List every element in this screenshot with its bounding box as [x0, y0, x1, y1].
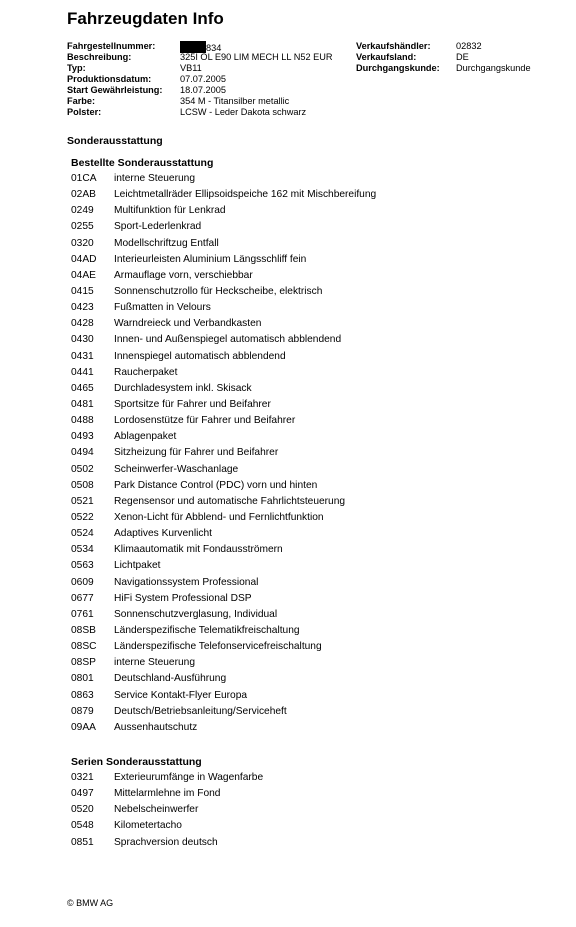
- option-row: [71, 591, 551, 607]
- series-options-title: Serien Sonderausstattung: [71, 756, 202, 768]
- option-code: 0801: [71, 673, 94, 685]
- info-value: VB11: [180, 63, 202, 73]
- option-description: Sitzheizung für Fahrer und Beifahrer: [114, 447, 279, 459]
- option-row: [71, 802, 551, 818]
- option-code: 0677: [71, 592, 94, 604]
- option-code: 0520: [71, 804, 94, 816]
- option-row: [71, 349, 551, 365]
- option-row: [71, 381, 551, 397]
- option-description: Raucherpaket: [114, 366, 178, 378]
- option-row: [71, 655, 551, 671]
- option-description: Mittelarmlehne im Fond: [114, 788, 221, 800]
- info-value: LCSW - Leder Dakota schwarz: [180, 107, 307, 117]
- option-description: Durchladesystem inkl. Skisack: [114, 382, 252, 394]
- option-description: Leichtmetallräder Ellipsoidspeiche 162 mit Mischbereifung: [114, 189, 377, 201]
- info-row: [67, 41, 557, 52]
- option-description: Modellschriftzug Entfall: [114, 237, 219, 249]
- option-row: [71, 219, 551, 235]
- option-code: 09AA: [71, 721, 96, 733]
- option-code: 0502: [71, 463, 94, 475]
- option-code: 0321: [71, 772, 94, 783]
- option-description: HiFi System Professional DSP: [114, 592, 252, 604]
- option-code: 0609: [71, 576, 94, 588]
- option-description: Sprachversion deutsch: [114, 836, 218, 848]
- option-description: Innenspiegel automatisch abblendend: [114, 350, 286, 362]
- option-description: Sonnenschutzverglasung, Individual: [114, 608, 278, 620]
- option-code: 0879: [71, 705, 94, 717]
- option-row: [71, 623, 551, 639]
- info-label: Beschreibung:: [67, 52, 132, 62]
- option-description: Nebelscheinwerfer: [114, 804, 199, 816]
- option-description: Sportsitze für Fahrer und Beifahrer: [114, 398, 271, 410]
- option-row: [71, 688, 551, 704]
- option-row: [71, 252, 551, 268]
- info-label: Polster:: [67, 107, 102, 117]
- vehicle-info-block: [67, 41, 557, 118]
- option-description: Xenon-Licht für Abblend- und Fernlichtfunktion: [114, 511, 324, 523]
- option-code: 04AD: [71, 253, 97, 265]
- info-right-label: [356, 74, 456, 85]
- option-description: Regensensor und automatische Fahrlichtsteuerung: [114, 495, 346, 507]
- option-code: 0488: [71, 415, 94, 427]
- option-description: interne Steuerung: [114, 173, 195, 184]
- series-options-list: [71, 770, 551, 851]
- option-description: Armauflage vorn, verschiebbar: [114, 269, 253, 281]
- option-code: 0481: [71, 398, 94, 410]
- option-code: 0430: [71, 334, 94, 346]
- info-label: Typ:: [67, 63, 86, 73]
- option-row: [71, 770, 551, 786]
- option-description: Kilometertacho: [114, 820, 182, 832]
- option-row: [71, 445, 551, 461]
- option-code: 0493: [71, 431, 94, 443]
- option-description: Deutschland-Ausführung: [114, 673, 227, 685]
- option-row: [71, 786, 551, 802]
- option-code: 0534: [71, 544, 94, 556]
- option-description: Service Kontakt-Flyer Europa: [114, 689, 248, 701]
- option-row: [71, 704, 551, 720]
- info-value: 18.07.2005: [180, 85, 226, 95]
- copyright-footer: © BMW AG: [67, 898, 114, 908]
- option-code: 08SC: [71, 641, 97, 653]
- option-row: [71, 332, 551, 348]
- option-code: 01CA: [71, 173, 97, 184]
- option-code: 0863: [71, 689, 94, 701]
- option-row: [71, 818, 551, 834]
- option-description: Länderspezifische Telefonservicefreischaltung: [114, 641, 322, 653]
- option-description: Sonnenschutzrollo für Heckscheibe, elektrisch: [114, 285, 323, 297]
- ordered-options-title: Bestellte Sonderausstattung: [71, 157, 214, 169]
- series-options-group: [71, 754, 551, 851]
- option-code: 08SB: [71, 624, 96, 636]
- info-right-value: Durchgangskunde: [456, 63, 531, 73]
- info-right-label: [356, 85, 456, 96]
- option-code: 0441: [71, 366, 94, 378]
- option-description: Sport-Lederlenkrad: [114, 221, 202, 233]
- info-row: [67, 96, 557, 107]
- option-row: [71, 478, 551, 494]
- option-description: interne Steuerung: [114, 657, 195, 669]
- option-row: [71, 607, 551, 623]
- option-description: Multifunktion für Lenkrad: [114, 205, 226, 217]
- option-code: 0320: [71, 237, 94, 249]
- option-description: Lichtpaket: [114, 560, 161, 572]
- option-code: 0497: [71, 788, 94, 800]
- option-code: 08SP: [71, 657, 96, 669]
- option-row: [71, 429, 551, 445]
- info-right-value: 02832: [456, 41, 482, 51]
- option-row: [71, 365, 551, 381]
- option-row: [71, 268, 551, 284]
- ordered-options-list: [71, 171, 551, 736]
- option-row: [71, 494, 551, 510]
- option-row: [71, 236, 551, 252]
- option-description: Exterieurumfänge in Wagenfarbe: [114, 772, 264, 783]
- option-row: [71, 542, 551, 558]
- option-row: [71, 558, 551, 574]
- info-label: Fahrgestellnummer:: [67, 41, 156, 51]
- info-value: 325I OL E90 LIM MECH LL N52 EUR: [180, 52, 333, 62]
- info-row: [67, 74, 557, 85]
- option-row: [71, 462, 551, 478]
- option-code: 0522: [71, 511, 94, 523]
- info-row: [67, 85, 557, 96]
- info-right-label: Verkaufshändler:: [356, 41, 431, 51]
- option-code: 0428: [71, 318, 94, 330]
- info-right-label: Verkaufsland:: [356, 52, 417, 62]
- option-description: Ablagenpaket: [114, 431, 177, 443]
- option-code: 0415: [71, 285, 94, 297]
- option-row: [71, 413, 551, 429]
- option-row: [71, 835, 551, 851]
- info-value: [180, 41, 356, 52]
- option-code: 0255: [71, 221, 94, 233]
- option-code: 02AB: [71, 189, 96, 201]
- info-value: 354 M - Titansilber metallic: [180, 96, 290, 106]
- option-description: Navigationssystem Professional: [114, 576, 259, 588]
- option-description: Länderspezifische Telematikfreischaltung: [114, 624, 300, 636]
- option-row: [71, 171, 551, 187]
- option-code: 0761: [71, 608, 94, 620]
- vin-visible-part: 834: [206, 43, 222, 53]
- ordered-options-group: [71, 155, 551, 736]
- option-row: [71, 510, 551, 526]
- option-row: [71, 300, 551, 316]
- option-code: 0563: [71, 560, 94, 572]
- option-code: 0851: [71, 836, 94, 848]
- option-description: Scheinwerfer-Waschanlage: [114, 463, 239, 475]
- info-right-label: Durchgangskunde:: [356, 63, 440, 73]
- info-right-label: [356, 96, 456, 107]
- option-code: 0249: [71, 205, 94, 217]
- option-row: [71, 397, 551, 413]
- option-description: Adaptives Kurvenlicht: [114, 528, 212, 540]
- option-row: [71, 639, 551, 655]
- section-title: Sonderausstattung: [67, 135, 163, 147]
- option-code: 0521: [71, 495, 94, 507]
- option-description: Klimaautomatik mit Fondausströmern: [114, 544, 283, 556]
- option-description: Innen- und Außenspiegel automatisch abblendend: [114, 334, 342, 346]
- info-row: [67, 63, 557, 74]
- option-row: [71, 203, 551, 219]
- info-label: Farbe:: [67, 96, 96, 106]
- option-description: Aussenhautschutz: [114, 721, 198, 733]
- option-row: [71, 720, 551, 736]
- option-row: [71, 316, 551, 332]
- option-row: [71, 284, 551, 300]
- option-code: 0465: [71, 382, 94, 394]
- info-label: Produktionsdatum:: [67, 74, 152, 84]
- option-code: 0494: [71, 447, 94, 459]
- option-row: [71, 671, 551, 687]
- option-description: Lordosenstütze für Fahrer und Beifahrer: [114, 415, 296, 427]
- info-label: Start Gewährleistung:: [67, 85, 163, 95]
- info-row: [67, 107, 557, 118]
- option-row: [71, 187, 551, 203]
- option-row: [71, 575, 551, 591]
- info-row: [67, 52, 557, 63]
- info-value: 07.07.2005: [180, 74, 226, 84]
- info-right-label: [356, 107, 456, 118]
- option-row: [71, 526, 551, 542]
- option-code: 04AE: [71, 269, 96, 281]
- option-code: 0524: [71, 528, 94, 540]
- option-code: 0423: [71, 302, 94, 314]
- info-right-value: DE: [456, 52, 469, 62]
- option-code: 0548: [71, 820, 94, 832]
- page-title: Fahrzeugdaten Info: [67, 9, 224, 28]
- option-description: Deutsch/Betriebsanleitung/Serviceheft: [114, 705, 287, 717]
- option-code: 0508: [71, 479, 94, 491]
- option-description: Warndreieck und Verbandkasten: [114, 318, 262, 330]
- option-code: 0431: [71, 350, 94, 362]
- option-description: Interieurleisten Aluminium Längsschliff fein: [114, 253, 307, 265]
- option-description: Fußmatten in Velours: [114, 302, 211, 314]
- option-description: Park Distance Control (PDC) vorn und hinten: [114, 479, 318, 491]
